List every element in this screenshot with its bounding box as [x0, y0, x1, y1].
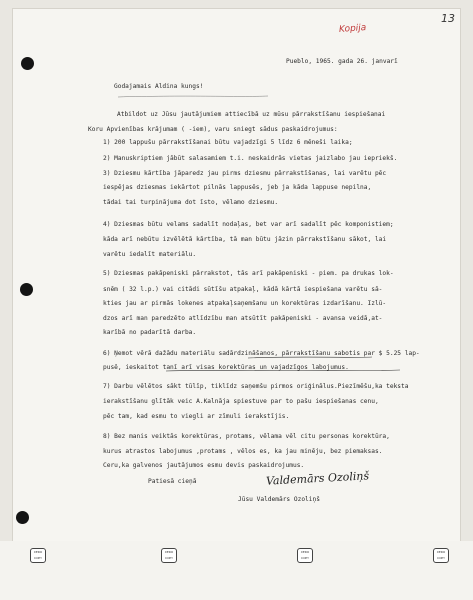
letter-line: 2) Manuskriptiem jābūt salasamiem t.i. neskaidrās vietas jaizlabo jau iepriekš. — [103, 155, 398, 162]
punch-hole-middle — [20, 283, 33, 296]
letter-line: kāda arī nebūtu izvēlētā kārtība, tā man būtu jāzin pārrakstīšanu sākot, lai — [103, 236, 387, 243]
letter-line: 6) Ņemot vērā dažādu materiālu sadārdzināšanos, pārrakstīšanu sabotis par $ 5.25 lap- — [103, 350, 420, 357]
xero-copy-logo-icon: XERO COPY — [433, 548, 449, 563]
closing: Patiesā cieņā — [148, 478, 197, 485]
letter-line: Atbildot uz Jūsu jautājumiem attiecībā uz mūsu pārrakstīšanu iespiešanai — [117, 111, 386, 118]
letter-line: 1) 200 lappušu pārrakstīšanai būtu vajadzīgi 5 līdz 6 mēneši laika; — [103, 139, 353, 146]
punch-hole-bottom — [16, 511, 29, 524]
handwritten-signature: Valdemārs Ozoliņš — [265, 469, 370, 488]
punch-hole-top — [21, 57, 34, 70]
letter-line: pusē, ieskaitot tanī arī visas korektūras un vajadzīgos labojumus. — [103, 364, 349, 371]
letter-line: pēc tam, kad esmu to viegli ar zīmuli ierakstījis. — [103, 413, 290, 420]
letter-line: Ceru,ka galvenos jautājumos esmu devis paskaidrojumus. — [103, 462, 305, 469]
xero-copy-logo-icon: XERO COPY — [30, 548, 46, 563]
kopija-stamp: Kopija — [338, 23, 367, 35]
page-number: 13 — [441, 12, 455, 25]
letter-line: tādai tai turpinājuma dot īsto, vēlamo dziesmu. — [103, 199, 279, 206]
letter-line: varētu iedalīt materiālu. — [103, 251, 197, 258]
letter-line: ierakstīšanu glītāk veic A.Kalnāja spiestuve par to pašu iespiešanas cenu, — [103, 398, 379, 405]
letter-line: Koru Apvienības krājumam ( -iem), varu sniegt sādus paskaidrojumus: — [88, 126, 338, 133]
xero-copy-logo-icon: XERO COPY — [297, 548, 313, 563]
salutation: Godajamais Aldina kungs! — [114, 83, 204, 90]
letter-line: iespējas dziesmas iekārtot pilnās lappusēs, jeb ja kāda lappuse nepilna, — [103, 184, 372, 191]
copy-footer-strip — [0, 541, 473, 600]
letter-line: kties jau ar pirmās lokenes atpakaļsaņemšanu un korektūras izdarīšanu. Izlū- — [103, 300, 387, 307]
letter-line: snēm ( 32 l.p.) vai citādi sūtīšu atpakaļ, kādā kārtā iespiešana varētu sā- — [103, 286, 383, 293]
letter-line: karībā no padarītā darba. — [103, 329, 197, 336]
letter-line: 3) Dziesmu kārtība jāparedz jau pirms dziesmu pārrakstīšanas, lai varētu pēc — [103, 170, 387, 177]
xero-copy-logo-icon: XERO COPY — [161, 548, 177, 563]
letter-line: 7) Darbu vēlētos sākt tūlīp, tiklīdz saņemšu pirmos oriģinālus.Piezīmēšu,ka teksta — [103, 383, 409, 390]
letter-line: 8) Bez manis veiktās korektūras, protams, vēlama vēl citu personas korektūra, — [103, 433, 390, 440]
place-date: Pueblo, 1965. gada 26. janvarī — [286, 58, 398, 65]
letter-line: 4) Dziesmas būtu velams sadalīt nodaļas, bet var arī sadalīt pēc komponistiem; — [103, 221, 394, 228]
letter-line: 5) Dziesmas pakāpeniski pārrakstot, tās arī pakāpeniski - piem. pa drukas lok- — [103, 270, 394, 277]
signature-line: Jūsu Valdemārs Ozoliņš — [238, 496, 320, 503]
letter-line: kurus atrastos labojumus ,protams , vēlos es, ka jau minēju, bez piemaksas. — [103, 448, 383, 455]
letter-line: dzos arī man paredzēto atlīdzību man atsūtīt pakāpeniski - avansa veidā,at- — [103, 315, 383, 322]
